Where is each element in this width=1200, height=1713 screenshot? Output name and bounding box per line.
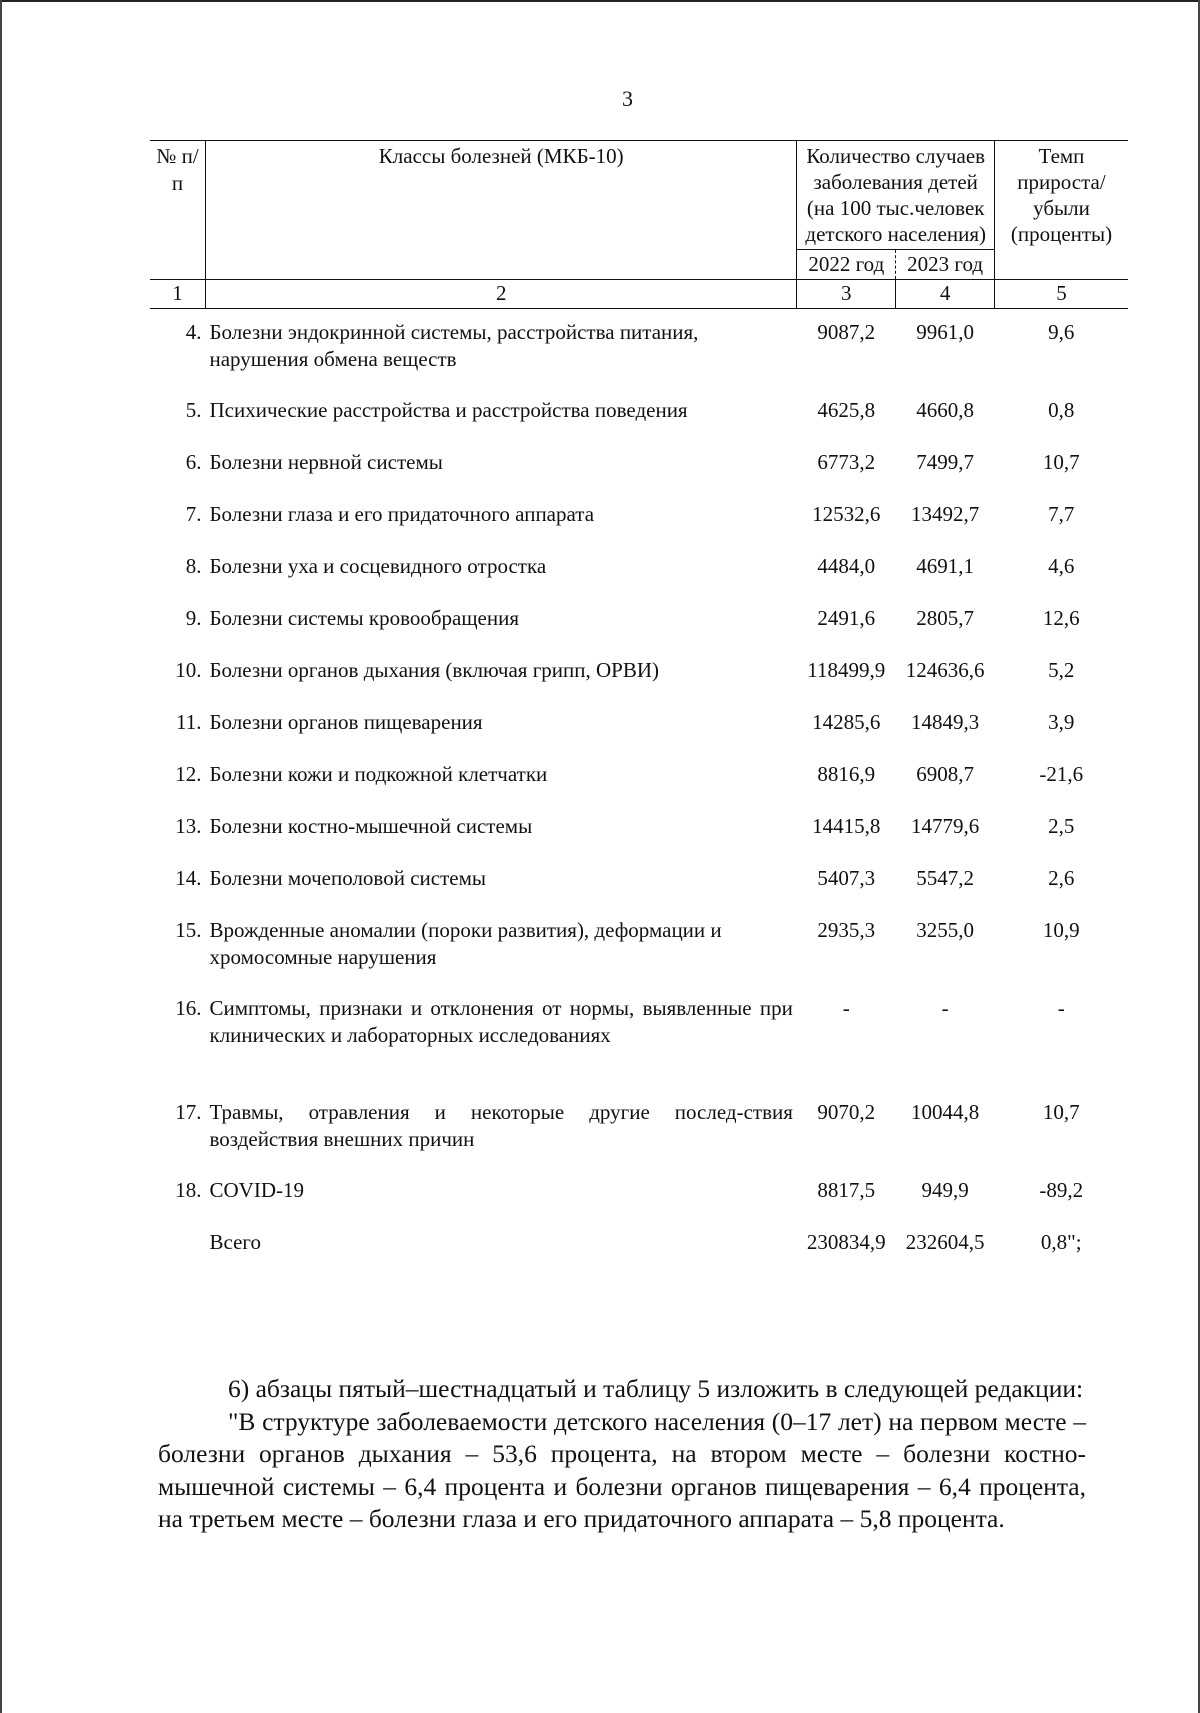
table-row [150,387,1128,439]
row-value-2022: - [842,995,850,1020]
row-number: 8. [185,553,202,578]
row-number: 12. [175,761,202,786]
column-number-1: 1 [150,280,206,309]
row-value-2022: 9070,2 [817,1099,876,1124]
row-rate: 3,9 [1048,709,1075,734]
row-number: 10. [175,657,202,682]
row-disease-class: Болезни уха и сосцевидного отростка [209,553,547,578]
table-row [150,699,1128,751]
disease-table [150,140,1128,1271]
row-rate: 10,7 [1042,449,1080,474]
row-number: 14. [175,865,202,890]
row-value-2022: 2935,3 [817,917,876,942]
row-rate: 10,9 [1042,917,1080,942]
paragraph-amendment: 6) абзацы пятый–шестнадцатый и таблицу 5 изложить в следующей редакции: [228,1374,1084,1403]
table-row [150,439,1128,491]
row-value-2023: - [941,995,949,1020]
header-rate: Темп прироста/ убыли (проценты) [995,141,1129,280]
row-value-2022: 5407,3 [817,865,876,890]
row-number: 6. [185,449,202,474]
row-value-2022: 4484,0 [817,553,876,578]
row-number: 15. [175,917,202,942]
row-value-2022: 2491,6 [817,605,876,630]
row-value-2022: 8816,9 [817,761,876,786]
column-number-3: 3 [797,280,896,309]
row-value-2023: 6908,7 [916,761,974,786]
row-value-2022: 12532,6 [812,501,881,526]
row-value-2023: 124636,6 [905,657,985,682]
row-value-2023: 13492,7 [910,501,980,526]
column-number-2: 2 [206,280,797,309]
table-row [150,855,1128,907]
header-year-2023: 2023 год [896,250,995,280]
row-disease-class: COVID-19 [209,1177,304,1202]
column-numbers-row [150,280,1128,309]
row-value-2022: 14285,6 [812,709,881,734]
row-value-2023: 5547,2 [916,865,974,890]
row-disease-class: Болезни кожи и подкожной клетчатки [209,761,548,786]
table-row [150,1089,1128,1167]
header-class: Классы болезней (МКБ-10) [206,141,797,280]
row-rate: 12,6 [1042,605,1080,630]
paragraph-structure: "В структуре заболеваемости детского населения (0–17 лет) на первом месте – болезни органов дыхания – 53,6 процента, на втором месте – болезни костно-мышечной системы – 6,4 процента и болезни органов пищеварения – 6,4 процента, на третьем месте – болезни глаза и его придаточного аппарата – 5,8 процента. [158,1406,1086,1533]
row-disease-class: Болезни костно-мышечной системы [209,813,533,838]
row-rate: 2,6 [1048,865,1075,890]
row-number: 11. [176,709,202,734]
row-disease-class: Болезни нервной системы [209,449,443,474]
row-disease-class: Травмы, отравления и некоторые другие послед-ствия воздействия внешних причин [209,1099,793,1151]
row-rate: 4,6 [1048,553,1075,578]
row-number: 5. [185,397,202,422]
row-value-2023: 14779,6 [910,813,980,838]
row-value-2022: 9087,2 [817,320,876,344]
header-num: № п/п [150,141,206,280]
body-text [158,1373,1086,1536]
row-value-2023: 4660,8 [916,397,974,422]
row-disease-class: Болезни органов пищеварения [209,709,483,734]
row-value-2023: 2805,7 [916,605,974,630]
row-number: 16. [175,995,202,1020]
row-rate: 9,6 [1048,320,1075,344]
total-blank [150,1219,206,1271]
total-row [150,1219,1128,1271]
table-row [150,309,1128,387]
row-rate: 2,5 [1048,813,1075,838]
row-value-2023: 10044,8 [910,1099,980,1124]
table-row [150,803,1128,855]
scan-border-top [0,0,1200,2]
page-number: 3 [622,86,633,111]
total-label: Всего [209,1229,261,1254]
table-row [150,751,1128,803]
row-rate: -89,2 [1039,1177,1084,1202]
row-disease-class: Болезни эндокринной системы, расстройства питания, нарушения обмена веществ [209,320,699,371]
column-number-5: 5 [995,280,1129,309]
header-count: Количество случаев заболевания детей (на 100 тыс.человек детского населения) [797,141,995,250]
row-value-2022: 14415,8 [812,813,881,838]
table-row [150,1167,1128,1219]
total-rate: 0,8"; [1040,1229,1082,1254]
total-value-2023: 232604,5 [905,1229,985,1254]
row-value-2022: 4625,8 [817,397,876,422]
row-rate: - [1057,995,1065,1020]
row-value-2022: 6773,2 [817,449,876,474]
table-header-row [150,141,1128,250]
row-value-2022: 8817,5 [817,1177,876,1202]
row-number: 9. [185,605,202,630]
row-value-2023: 949,9 [921,1177,969,1202]
row-number: 17. [175,1099,202,1124]
table-row [150,907,1128,985]
total-value-2022: 230834,9 [806,1229,886,1254]
row-disease-class: Симптомы, признаки и отклонения от нормы, выявленные при клинических и лабораторных исследованиях [209,995,793,1047]
table-row [150,985,1128,1089]
row-disease-class: Врожденные аномалии (пороки развития), деформации и хромосомные нарушения [209,917,722,969]
scan-border-left [0,0,2,1713]
row-rate: -21,6 [1039,761,1084,786]
row-disease-class: Психические расстройства и расстройства поведения [209,397,688,422]
row-value-2023: 14849,3 [910,709,980,734]
row-value-2023: 4691,1 [916,553,974,578]
table-row [150,647,1128,699]
row-rate: 7,7 [1048,501,1075,526]
row-rate: 5,2 [1048,657,1075,682]
row-value-2023: 7499,7 [916,449,974,474]
table-body [150,309,1128,1271]
row-disease-class: Болезни мочеполовой системы [209,865,486,890]
row-number: 13. [175,813,202,838]
table-row [150,491,1128,543]
column-number-4: 4 [896,280,995,309]
row-value-2023: 9961,0 [916,320,974,344]
table-row [150,595,1128,647]
row-disease-class: Болезни системы кровообращения [209,605,519,630]
row-value-2023: 3255,0 [916,917,974,942]
row-disease-class: Болезни органов дыхания (включая грипп, ОРВИ) [209,657,660,682]
row-value-2022: 118499,9 [807,657,886,682]
row-number: 4. [185,320,202,344]
table-row [150,543,1128,595]
header-year-2022: 2022 год [797,250,896,280]
row-number: 7. [185,501,202,526]
row-disease-class: Болезни глаза и его придаточного аппарата [209,501,595,526]
row-rate: 0,8 [1048,397,1075,422]
row-number: 18. [175,1177,202,1202]
row-rate: 10,7 [1042,1099,1080,1124]
